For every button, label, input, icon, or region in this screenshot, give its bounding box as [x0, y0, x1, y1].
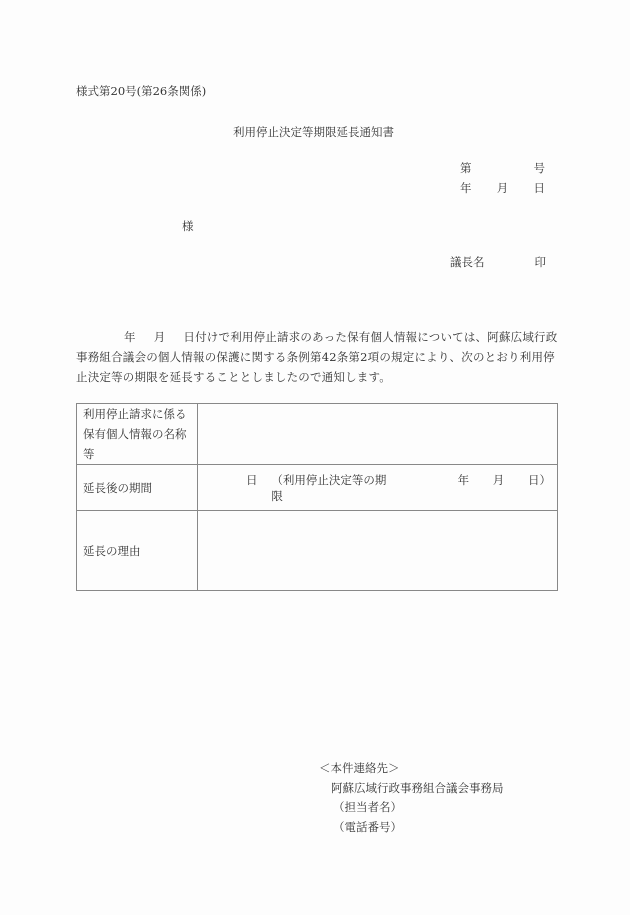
deadline-day: 日） — [528, 472, 551, 487]
date-month: 月 — [496, 181, 509, 195]
row-label-extended-period: 延長後の期間 — [77, 465, 198, 511]
deadline-month: 月 — [492, 472, 505, 487]
body-year: 年 — [124, 330, 136, 344]
row-label-info-name: 利用停止請求に係る保有個人情報の名称等 — [77, 404, 198, 465]
number-prefix: 第 — [460, 161, 472, 175]
date-day: 日 — [533, 181, 545, 195]
body-text: 日付けで利用停止請求のあった保有個人情報については、阿蘇広域行政事務組合議会の個人情報の保護に関する条例第42条第2項の規定により、次のとおり利用停止決定等の期限を延長することとしましたので通知します。 — [76, 330, 558, 384]
contact-phone: （電話番号） — [333, 819, 402, 834]
notice-body — [76, 327, 558, 387]
seal-mark: 印 — [534, 255, 546, 269]
table-row — [77, 511, 558, 591]
document-title: 利用停止決定等期限延長通知書 — [233, 125, 394, 139]
contact-office: 阿蘇広域行政事務組合議会事務局 — [331, 780, 504, 795]
deadline-year: 年 — [457, 472, 470, 487]
addressee-suffix: 様 — [182, 219, 194, 233]
table-row — [77, 404, 558, 465]
body-month: 月 — [153, 330, 166, 344]
deadline-label: （利用停止決定等の期限 — [271, 472, 387, 503]
number-suffix: 号 — [533, 161, 545, 175]
document-number-line — [460, 160, 545, 176]
table-row — [77, 465, 558, 511]
period-day: 日 — [246, 472, 258, 487]
contact-heading: ＜本件連絡先＞ — [319, 761, 400, 775]
sender-line — [450, 254, 546, 270]
reason-field[interactable] — [198, 511, 558, 591]
form-number: 様式第20号(第26条関係) — [76, 84, 207, 98]
date-year: 年 — [460, 181, 472, 195]
row-label-reason: 延長の理由 — [77, 511, 198, 591]
contact-person: （担当者名） — [333, 800, 402, 814]
info-name-field[interactable] — [198, 404, 558, 465]
contact-block — [319, 759, 504, 837]
sender-title: 議長名 — [450, 255, 485, 269]
document-date-line — [460, 180, 545, 196]
details-table — [76, 403, 558, 591]
extended-period-field[interactable] — [198, 465, 558, 511]
